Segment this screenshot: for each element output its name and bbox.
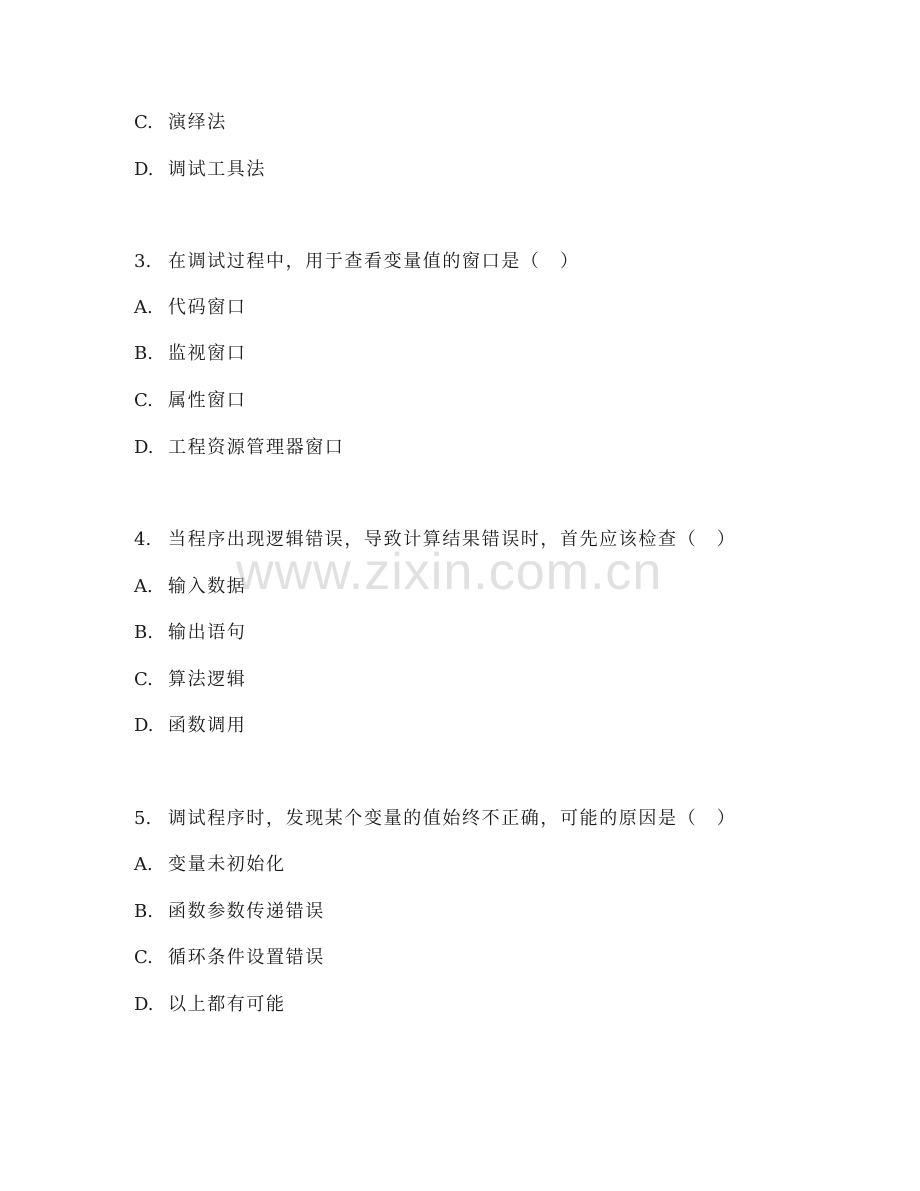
option-letter: D. <box>134 994 154 1015</box>
option-text: 演绎法 <box>168 112 227 133</box>
question-4-option-d <box>134 712 246 740</box>
option-text: 输入数据 <box>168 576 247 597</box>
option-text: 输出语句 <box>168 622 247 643</box>
option-d <box>134 156 266 184</box>
question-text: 调试程序时，发现某个变量的值始终不正确，可能的原因是（ ） <box>168 808 737 829</box>
option-text: 以上都有可能 <box>168 994 286 1015</box>
question-5-option-c <box>134 944 325 972</box>
question-number: 5. <box>134 808 152 829</box>
option-letter: C. <box>134 390 153 411</box>
option-letter: D. <box>134 715 154 736</box>
option-letter: A. <box>134 297 153 318</box>
question-text: 当程序出现逻辑错误，导致计算结果错误时，首先应该检查（ ） <box>168 529 737 550</box>
watermark: www.zixin.com.cn <box>236 543 663 601</box>
question-4-option-b <box>134 619 246 647</box>
option-text: 属性窗口 <box>168 390 247 411</box>
question-5-stem <box>134 805 736 833</box>
option-letter: D. <box>134 437 154 458</box>
option-text: 代码窗口 <box>168 297 247 318</box>
option-text: 算法逻辑 <box>168 669 247 690</box>
option-letter: C. <box>134 669 153 690</box>
option-letter: B. <box>134 343 153 364</box>
option-letter: A. <box>134 576 153 597</box>
question-3-option-d <box>134 434 344 462</box>
question-5-option-a <box>134 851 286 879</box>
option-text: 调试工具法 <box>168 159 266 180</box>
question-3-option-b <box>134 340 246 368</box>
option-text: 监视窗口 <box>168 343 247 364</box>
question-3-stem <box>134 248 580 276</box>
option-text: 变量未初始化 <box>168 854 286 875</box>
option-text: 循环条件设置错误 <box>168 947 325 968</box>
option-letter: C. <box>134 947 153 968</box>
question-4-option-a <box>134 573 246 601</box>
question-5-option-b <box>134 898 325 926</box>
option-letter: C. <box>134 112 153 133</box>
option-text: 函数调用 <box>168 715 247 736</box>
question-text: 在调试过程中，用于查看变量值的窗口是（ ） <box>168 251 580 272</box>
question-4-option-c <box>134 666 246 694</box>
option-c <box>134 109 227 137</box>
question-number: 4. <box>134 529 152 550</box>
question-number: 3. <box>134 251 152 272</box>
question-5-option-d <box>134 991 286 1019</box>
option-letter: B. <box>134 622 153 643</box>
question-3-option-c <box>134 387 246 415</box>
option-text: 工程资源管理器窗口 <box>168 437 345 458</box>
question-3-option-a <box>134 294 246 322</box>
option-letter: B. <box>134 901 153 922</box>
question-4-stem <box>134 526 736 554</box>
option-letter: A. <box>134 854 153 875</box>
option-text: 函数参数传递错误 <box>168 901 325 922</box>
option-letter: D. <box>134 159 154 180</box>
